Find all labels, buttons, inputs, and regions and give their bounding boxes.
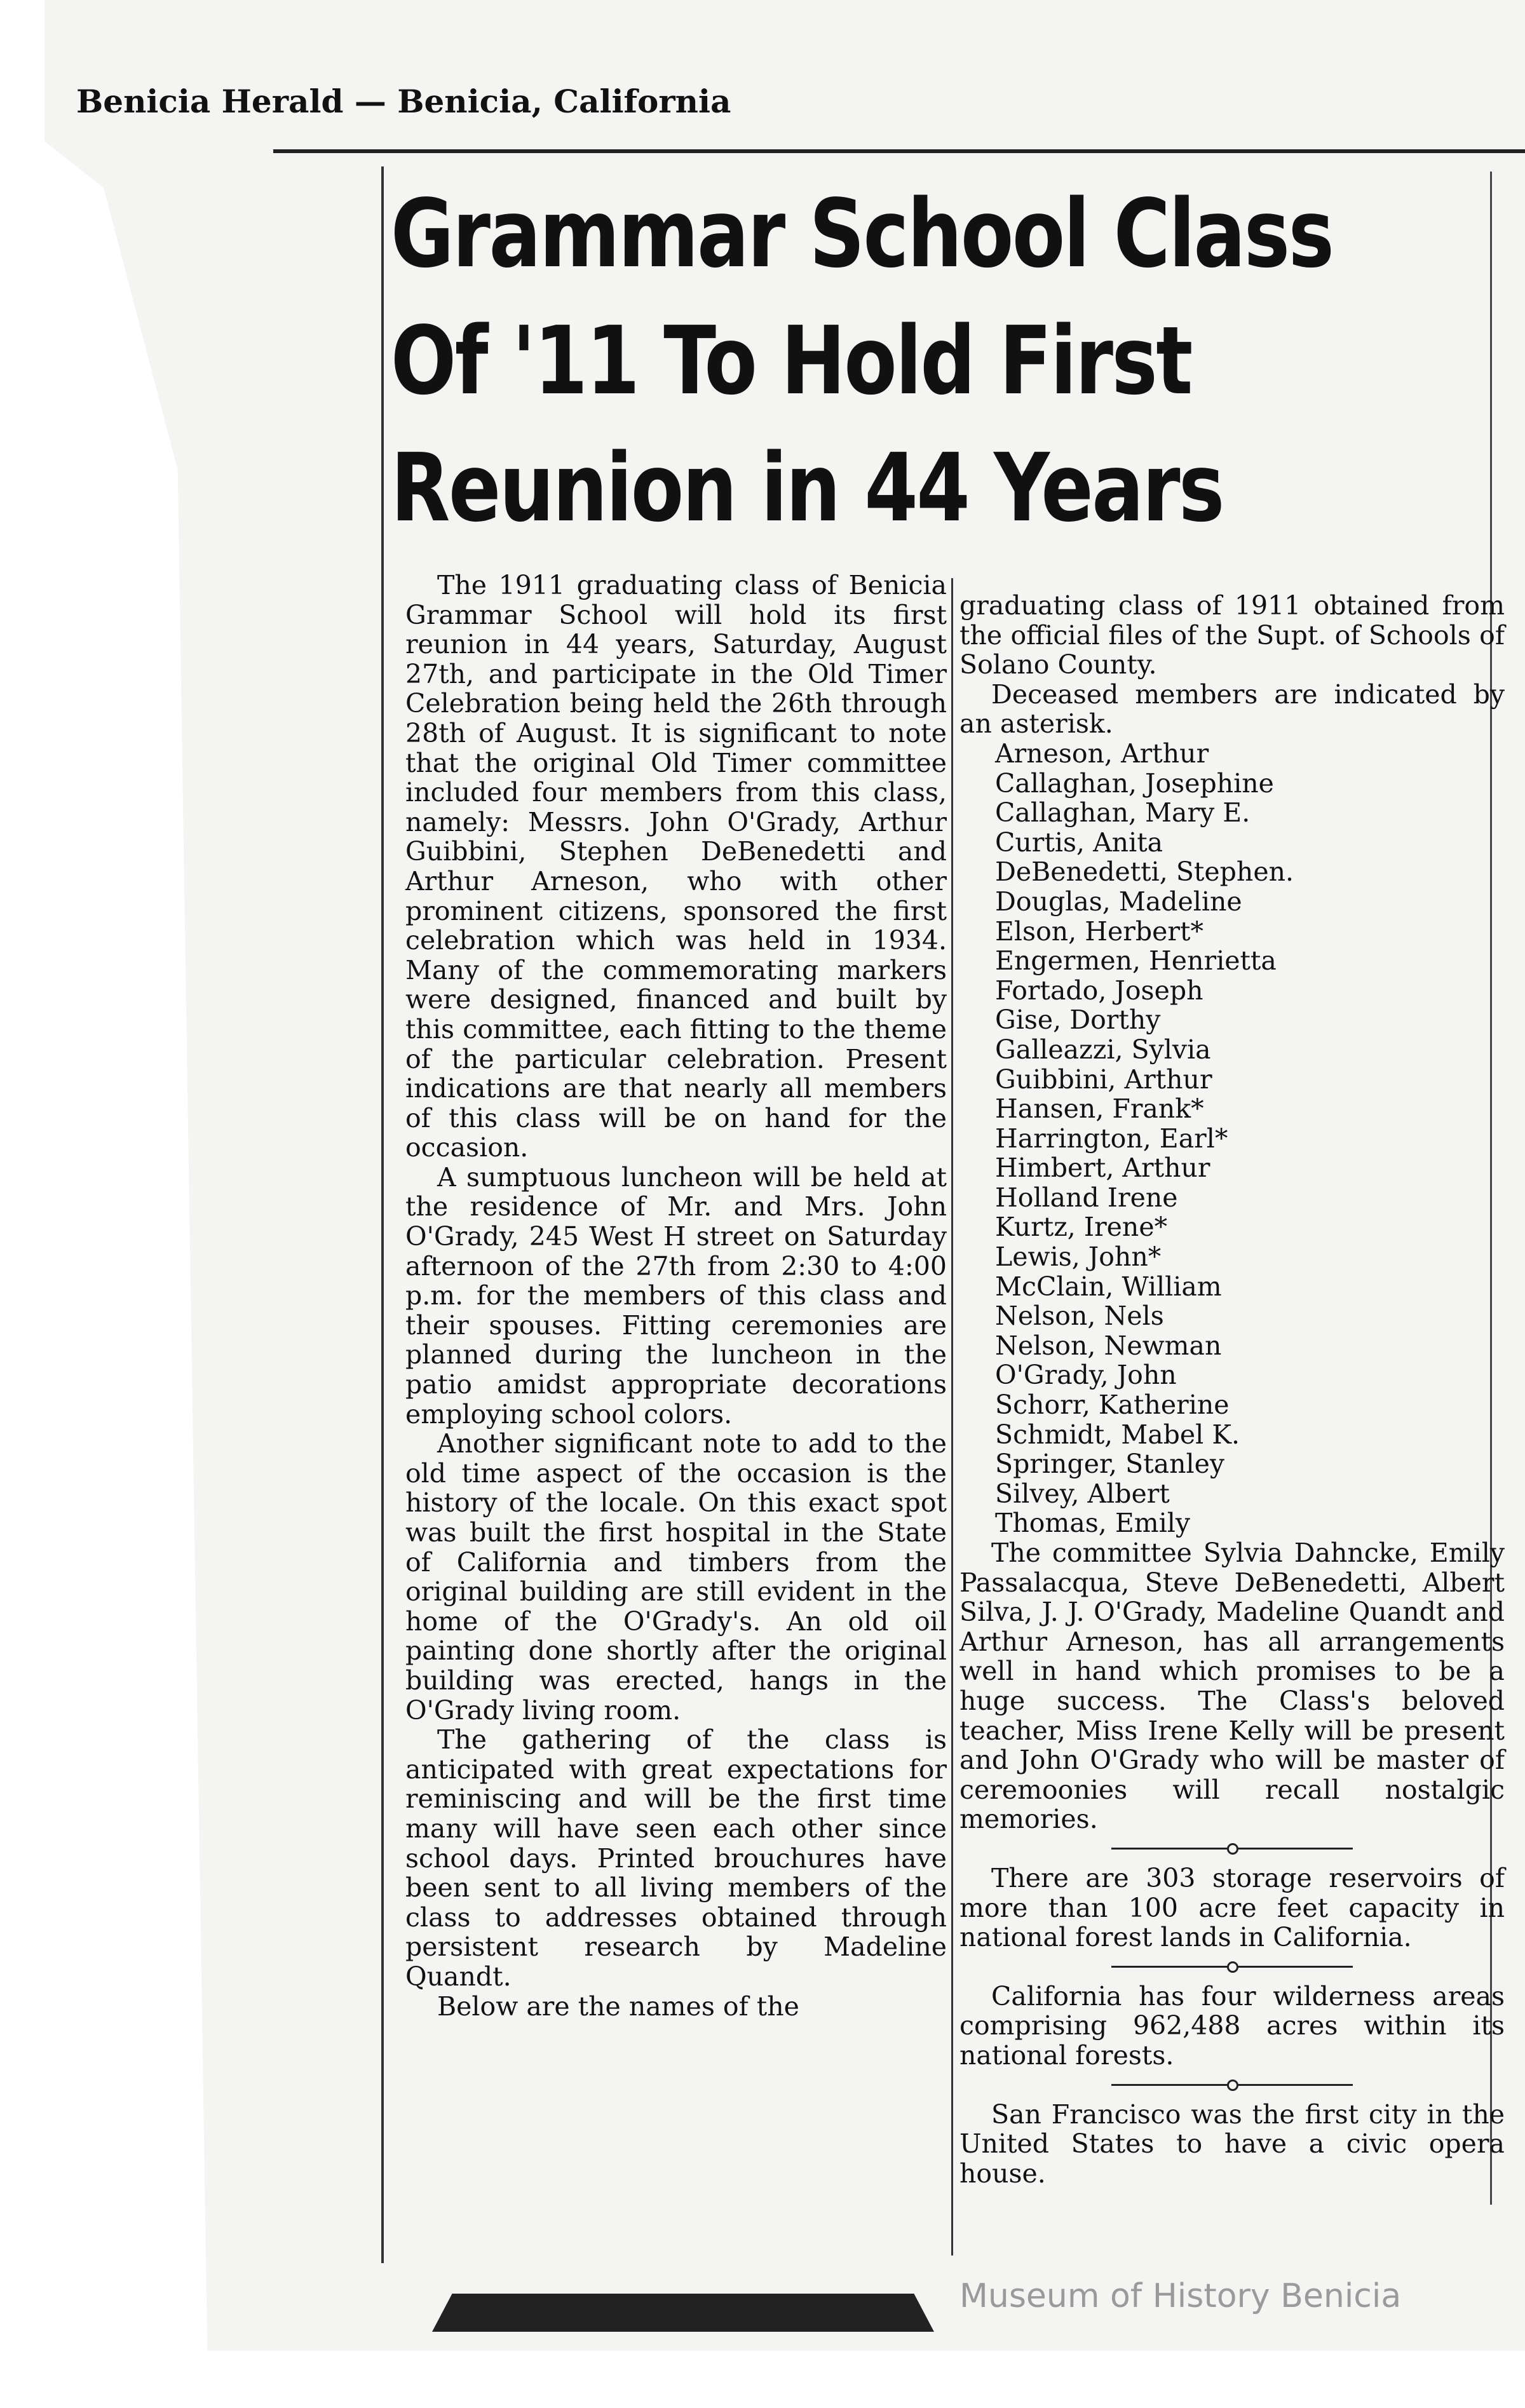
class-member-name: Arneson, Arthur — [995, 738, 1209, 769]
class-member-name: Nelson, Newman — [995, 1330, 1222, 1361]
class-member-name: Engermen, Henrietta — [995, 945, 1277, 977]
class-member-name: Harrington, Earl* — [995, 1123, 1228, 1154]
article-paragraph: The gathering of the class is anticipated with great expectations for reminiscing and will be the first time many will have seen each other since school days. Printed brouchures have been sent to all living members of the class to addresses obtained through persistent research by Madeline Quandt. — [405, 1724, 947, 1992]
center-column-rule — [951, 578, 953, 2256]
class-member-name: Guibbini, Arthur — [995, 1064, 1212, 1095]
article-column-right — [959, 591, 1505, 2256]
article-column-left — [405, 571, 947, 2248]
class-member-name: Holland Irene — [995, 1182, 1178, 1213]
top-rule — [273, 149, 1525, 153]
class-member-name: Kurtz, Irene* — [995, 1212, 1168, 1243]
article-paragraph: Below are the names of the — [437, 1991, 799, 2022]
class-member-name: Douglas, Madeline — [995, 886, 1242, 917]
article-paragraph: graduating class of 1911 obtained from the official files of the Supt. of Schools of Solano County. — [959, 590, 1505, 680]
article-paragraph: Another significant note to add to the old time aspect of the occasion is the history of the locale. On this exact spot was built the first hospital in the State of California and timbers from the original building are still evident in the home of the O'Grady's. An old oil painting done shortly after the original building was erected, hangs in the O'Grady living room. — [405, 1428, 947, 1726]
class-member-name: Thomas, Emily — [995, 1508, 1191, 1539]
separator — [959, 1952, 1505, 1982]
headline — [391, 170, 1333, 577]
class-member-name: Elson, Herbert* — [995, 916, 1203, 947]
class-member-name: Galleazzi, Sylvia — [995, 1034, 1211, 1065]
filler-item: There are 303 storage reservoirs of more than 100 acre feet capacity in national forest lands in California. — [959, 1862, 1505, 1953]
class-member-name: Callaghan, Josephine — [995, 768, 1274, 799]
class-member-name: Callaghan, Mary E. — [995, 797, 1250, 829]
class-member-name: Silvey, Albert — [995, 1478, 1170, 1509]
separator — [959, 2071, 1505, 2100]
headline-line-2: Of '11 To Hold First — [391, 306, 1191, 416]
filler-item: California has four wilderness areas comprising 962,488 acres within its national forests. — [959, 1980, 1505, 2071]
class-member-name: Himbert, Arthur — [995, 1153, 1210, 1184]
article-paragraph: Deceased members are indicated by an asterisk. — [959, 679, 1505, 740]
article-paragraph: The committee Sylvia Dahncke, Emily Passalacqua, Steve DeBenedetti, Albert Silva, J. J. O'Grady, Madeline Quandt and Arthur Arneson, has all arrangements well in hand which promises to be a huge success. The Class's beloved teacher, Miss Irene Kelly will be present and John O'Grady who will be master of ceremoonies will recall nostalgic memories. — [959, 1538, 1505, 1835]
class-member-name: Hansen, Frank* — [995, 1093, 1204, 1125]
separator — [959, 1834, 1505, 1863]
class-member-name: Springer, Stanley — [995, 1449, 1225, 1480]
class-member-name: Schmidt, Mabel K. — [995, 1419, 1240, 1450]
article-paragraph: A sumptuous luncheon will be held at the residence of Mr. and Mrs. John O'Grady, 245 West H street on Saturday afternoon of the 27th from 2:30 to 4:00 p.m. for the members of this class and their spouses. Fitting ceremonies are planned during the luncheon in the patio amidst appropriate decorations employing school colors. — [405, 1161, 947, 1430]
class-member-name: DeBenedetti, Stephen. — [995, 856, 1294, 888]
headline-line-3: Reunion in 44 Years — [391, 433, 1223, 543]
filler-item: San Francisco was the first city in the United States to have a civic opera house. — [959, 2099, 1505, 2189]
class-member-list — [959, 739, 1505, 1538]
class-member-name: Fortado, Joseph — [995, 975, 1203, 1006]
headline-line-1: Grammar School Class — [391, 179, 1333, 288]
class-member-name: O'Grady, John — [995, 1360, 1177, 1391]
class-member-name: Lewis, John* — [995, 1241, 1162, 1273]
class-member-name: Gise, Dorthy — [995, 1004, 1161, 1036]
class-member-name: Curtis, Anita — [995, 827, 1163, 858]
article-paragraph: The 1911 graduating class of Benicia Grammar School will hold its first reunion in 44 years, Saturday, August 27th, and participate in the Old Timer Celebration being held the 26th through 28th of August. It is significant to note that the original Old Timer committee included four members from this class, namely: Messrs. John O'Grady, Arthur Guibbini, Stephen DeBenedetti and Arthur Arneson, who with other prominent citizens, sponsored the first celebration which was held in 1934. Many of the commemorating markers were designed, financed and built by this committee, each fitting to the theme of the particular celebration. Present indications are that nearly all members of this class will be on hand for the occasion. — [405, 570, 947, 1163]
watermark: Museum of History Benicia — [959, 2277, 1402, 2315]
class-member-name: Schorr, Katherine — [995, 1390, 1230, 1421]
bottom-bar — [432, 2294, 934, 2332]
masthead: Benicia Herald — Benicia, California — [76, 83, 731, 120]
class-member-name: Nelson, Nels — [995, 1301, 1164, 1332]
left-column-rule — [381, 166, 384, 2263]
class-member-name: McClain, William — [995, 1271, 1222, 1302]
